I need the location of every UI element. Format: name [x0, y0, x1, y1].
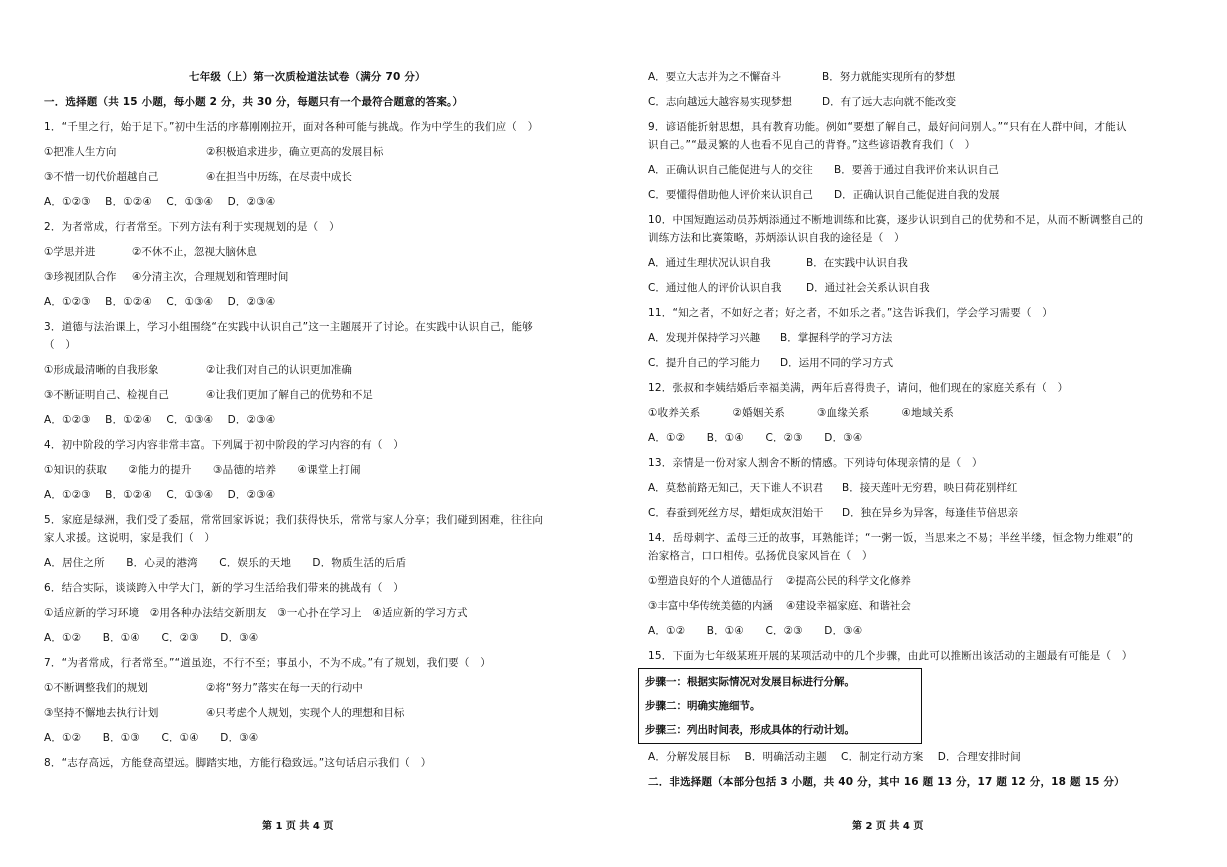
question-5-line2: 家人求援。这说明，家是我们（ ）: [44, 532, 216, 544]
q7-options-row1: [44, 681, 604, 695]
question-14-line1: 14．岳母刺字、孟母三迁的故事，耳熟能详；“一粥一饭，当思来之不易；半丝半缕，恒念物力维艰”的: [648, 532, 1134, 544]
q3-options-row2: [44, 388, 604, 402]
question-2: 2．为者常成，行者常至。下列方法有利于实现规划的是（ ）: [44, 221, 340, 233]
q14-option-2: ②提高公民的科学文化修养: [786, 575, 911, 587]
q10-option-a: A．通过生理状况认识自我: [648, 257, 771, 269]
q11-option-a: A．发现并保持学习兴趣: [648, 332, 761, 344]
q3-option-1: ①形成最清晰的自我形象: [44, 364, 159, 376]
q10-option-b: B．在实践中认识自我: [806, 257, 908, 269]
q2-option-4: ④分清主次，合理规划和管理时间: [132, 271, 289, 283]
q6-answers: A．①② B．①④ C．②③ D．③④: [44, 632, 259, 644]
question-1: 1．“千里之行，始于足下。”初中生活的序幕刚刚拉开，面对各种可能与挑战。作为中学生的我们应（ ）: [44, 121, 539, 133]
q9-options-row2: [636, 188, 1196, 202]
q7-option-2: ②将“努力”落实在每一天的行动中: [206, 682, 363, 694]
step-one: 步骤一：根据实际情况对发展目标进行分解。: [645, 676, 855, 688]
q14-options-row1: [636, 574, 1196, 588]
q7-option-3: ③坚持不懈地去执行计划: [44, 707, 159, 719]
q10-option-c: C．通过他人的评价认识自我: [648, 282, 782, 294]
q5-answers: A．居住之所 B．心灵的港湾 C．娱乐的天地 D．物质生活的后盾: [44, 557, 407, 569]
q3-option-3: ③不断证明自己、检视自己: [44, 389, 169, 401]
question-6: 6．结合实际，谈谈跨入中学大门，新的学习生活给我们带来的挑战有（ ）: [44, 582, 404, 594]
q4-answers: A．①②③ B．①②④ C．①③④ D．②③④: [44, 489, 276, 501]
q2-options-row2: [44, 270, 604, 284]
q7-options-row2: [44, 706, 604, 720]
question-10-line2: 训练方法和比赛策略，苏炳添认识自我的途径是（ ）: [648, 232, 905, 244]
q1-options-row1: [44, 145, 604, 159]
q14-options-row2: [636, 599, 1196, 613]
q11-options-row1: [636, 331, 1196, 345]
q1-answers: A．①②③ B．①②④ C．①③④ D．②③④: [44, 196, 276, 208]
q3-option-2: ②让我们对自己的认识更加准确: [206, 364, 352, 376]
q13-option-c: C．春蚕到死丝方尽，蜡炬成灰泪始干: [648, 507, 824, 519]
q11-options-row2: [636, 356, 1196, 370]
question-8: 8．“志存高远，方能登高望远。脚踏实地，方能行稳致远。”这句话启示我们（ ）: [44, 757, 432, 769]
question-9-line2: 识自己。”“最灵繁的人也看不见自己的背脊。”这些谚语教育我们（ ）: [648, 139, 976, 151]
q13-options-row2: [636, 506, 1196, 520]
q13-option-b: B．接天莲叶无穷碧，映日荷花别样红: [842, 482, 1018, 494]
exam-title: 七年级（上）第一次质检道法试卷（满分 70 分）: [189, 71, 426, 83]
q9-option-d: D．正确认识自己能促进自我的发展: [834, 189, 1000, 201]
q8-option-d: D．有了远大志向就不能改变: [822, 96, 957, 108]
q2-answers: A．①②③ B．①②④ C．①③④ D．②③④: [44, 296, 276, 308]
q1-options-row2: [44, 170, 604, 184]
q10-options-row1: [636, 256, 1196, 270]
question-3-line2: （ ）: [44, 339, 77, 351]
q1-option-4: ④在担当中历练，在尽责中成长: [206, 171, 352, 183]
q3-option-4: ④让我们更加了解自己的优势和不足: [206, 389, 373, 401]
q13-options-row1: [636, 481, 1196, 495]
q3-options-row1: [44, 363, 604, 377]
q7-option-4: ④只考虑个人规划，实现个人的理想和目标: [206, 707, 405, 719]
q4-options: ①知识的获取 ②能力的提升 ③品德的培养 ④课堂上打闹: [44, 464, 361, 476]
q14-option-3: ③丰富中华传统美德的内涵: [648, 600, 773, 612]
steps-box: [638, 668, 922, 744]
q11-option-c: C．提升自己的学习能力: [648, 357, 761, 369]
q13-option-a: A．莫愁前路无知己，天下谁人不识君: [648, 482, 824, 494]
question-12: 12．张叔和李姨结婚后幸福美满，两年后喜得贵子，请问，他们现在的家庭关系有（ ）: [648, 382, 1069, 394]
q2-option-2: ②不休不止，忽视大脑休息: [132, 246, 257, 258]
q2-option-1: ①学思并进: [44, 246, 96, 258]
question-5-line1: 5．家庭是绿洲，我们受了委屈，常常回家诉说；我们获得快乐，常常与家人分享；我们碰到困难，往往向: [44, 514, 544, 526]
q1-option-2: ②积极追求进步，确立更高的发展目标: [206, 146, 384, 158]
step-three: 步骤三：列出时间表，形成具体的行动计划。: [645, 724, 855, 736]
question-4: 4．初中阶段的学习内容非常丰富。下列属于初中阶段的学习内容的有（ ）: [44, 439, 404, 451]
q7-option-1: ①不断调整我们的规划: [44, 682, 148, 694]
q9-option-a: A．正确认识自己能促进与人的交往: [648, 164, 813, 176]
q10-option-d: D．通过社会关系认识自我: [806, 282, 930, 294]
question-10-line1: 10．中国短跑运动员苏炳添通过不断地训练和比赛，逐步认识到自己的优势和不足，从而不断调整自己的: [648, 214, 1144, 226]
q8-option-b: B．努力就能实现所有的梦想: [822, 71, 956, 83]
q1-option-3: ③不惜一切代价超越自己: [44, 171, 159, 183]
step-two: 步骤二：明确实施细节。: [645, 700, 761, 712]
q11-option-d: D．运用不同的学习方式: [780, 357, 894, 369]
q8-options-row1: [636, 70, 1196, 84]
question-9-line1: 9．谚语能折射思想，具有教育功能。例如“要想了解自己，最好问问别人。”“只有在人群中间，才能认: [648, 121, 1127, 133]
q6-options: ①适应新的学习环境 ②用各种办法结交新朋友 ③一心扑在学习上 ④适应新的学习方式: [44, 607, 468, 619]
q2-option-3: ③珍视团队合作: [44, 271, 117, 283]
q11-option-b: B．掌握科学的学习方法: [780, 332, 893, 344]
page-footer-left: 第 1 页 共 4 页: [262, 821, 334, 832]
q9-options-row1: [636, 163, 1196, 177]
q8-option-a: A．要立大志并为之不懈奋斗: [648, 71, 782, 83]
q13-option-d: D．独在异乡为异客，每逢佳节倍思亲: [842, 507, 1019, 519]
q1-option-1: ①把准人生方向: [44, 146, 117, 158]
question-11: 11．“知之者，不如好之者；好之者，不如乐之者。”这告诉我们，学会学习需要（ ）: [648, 307, 1053, 319]
question-14-line2: 治家格言，口口相传。弘扬优良家风旨在（ ）: [648, 550, 873, 562]
q15-answers: A．分解发展目标 B．明确活动主题 C．制定行动方案 D．合理安排时间: [648, 751, 1021, 763]
q9-option-c: C．要懂得借助他人评价来认识自己: [648, 189, 813, 201]
section-one-heading: 一．选择题（共 15 小题，每小题 2 分，共 30 分，每题只有一个最符合题意的答案。）: [44, 96, 464, 108]
q14-option-4: ④建设幸福家庭、和谐社会: [786, 600, 911, 612]
question-15: 15．下面为七年级某班开展的某项活动中的几个步骤，由此可以推断出该活动的主题最有可能是（ ）: [648, 650, 1133, 662]
q2-options-row1: [44, 245, 604, 259]
q7-answers: A．①② B．①③ C．①④ D．③④: [44, 732, 259, 744]
q12-options: ①收养关系 ②婚姻关系 ③血缘关系 ④地域关系: [648, 407, 954, 419]
question-13: 13．亲情是一份对家人割舍不断的情感。下列诗句体现亲情的是（ ）: [648, 457, 983, 469]
q9-option-b: B．要善于通过自我评价来认识自己: [834, 164, 999, 176]
q14-answers: A．①② B．①④ C．②③ D．③④: [648, 625, 863, 637]
q8-option-c: C．志向越远大越容易实现梦想: [648, 96, 792, 108]
q12-answers: A．①② B．①④ C．②③ D．③④: [648, 432, 863, 444]
page-footer-right: 第 2 页 共 4 页: [852, 821, 924, 832]
section-two-heading: 二．非选择题（本部分包括 3 小题，共 40 分，其中 16 题 13 分，17 题 12 分，18 题 15 分）: [648, 776, 1125, 788]
q10-options-row2: [636, 281, 1196, 295]
q14-option-1: ①塑造良好的个人道德品行: [648, 575, 773, 587]
question-3-line1: 3．道德与法治课上，学习小组围绕“在实践中认识自己”这一主题展开了讨论。在实践中认识自己，能够: [44, 321, 533, 333]
q3-answers: A．①②③ B．①②④ C．①③④ D．②③④: [44, 414, 276, 426]
question-7: 7．“为者常成，行者常至。”“道虽迩，不行不至；事虽小，不为不成。”有了规划，我们要（ ）: [44, 657, 491, 669]
q8-options-row2: [636, 95, 1196, 109]
